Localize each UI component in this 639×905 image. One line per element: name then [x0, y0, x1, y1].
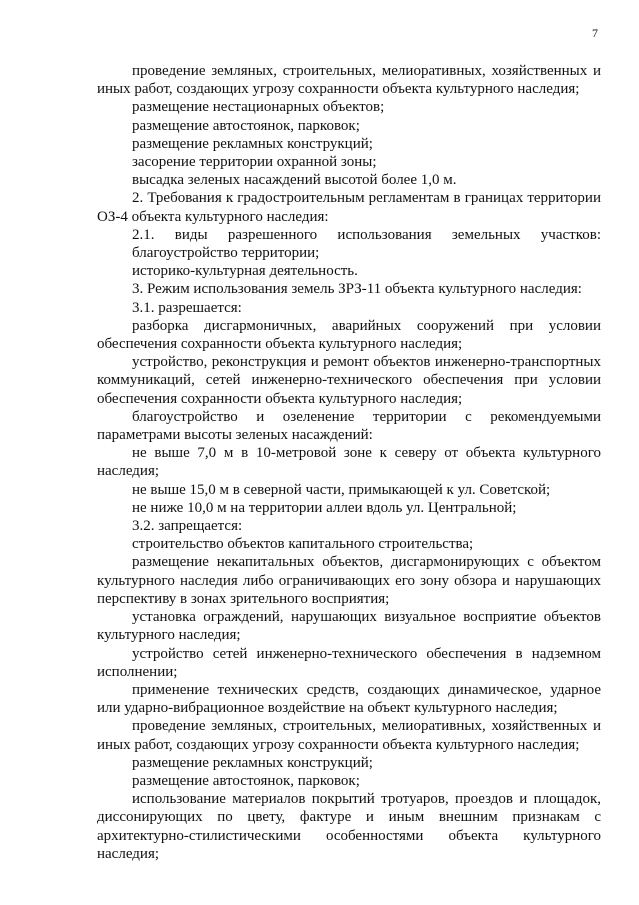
paragraph: размещение некапитальных объектов, дисгармонирующих с объектом культурного наследия либо ограничивающих его зону обзора и нарушающих перспективу в зонах зрительного восприятия;: [97, 554, 601, 607]
paragraph: применение технических средств, создающих динамическое, ударное или ударно-вибрационное воздействие на объект культурного наследия;: [97, 681, 601, 717]
paragraph: 2.1. виды разрешенного использования земельных участков:: [132, 226, 601, 243]
paragraph: разборка дисгармоничных, аварийных сооружений при условии обеспечения сохранности объекта культурного наследия;: [97, 317, 601, 353]
paragraph: благоустройство и озеленение территории с рекомендуемыми параметрами высоты зеленых насаждений:: [97, 408, 601, 444]
paragraph: размещение автостоянок, парковок;: [132, 117, 360, 134]
paragraph: устройство, реконструкция и ремонт объектов инженерно-транспортных коммуникаций, сетей инженерно-технического обеспечения при условии обеспечения сохранности объекта культурного наследия;: [97, 354, 601, 407]
paragraph: не ниже 10,0 м на территории аллеи вдоль ул. Центральной;: [132, 499, 517, 516]
paragraph: 3. Режим использования земель ЗРЗ-11 объекта культурного наследия:: [132, 281, 582, 298]
paragraph: 3.1. разрешается:: [132, 299, 242, 316]
paragraph: благоустройство территории;: [132, 245, 320, 262]
paragraph: не выше 15,0 м в северной части, примыкающей к ул. Советской;: [132, 481, 551, 498]
paragraph: историко-культурная деятельность.: [132, 263, 358, 280]
paragraph: проведение земляных, строительных, мелиоративных, хозяйственных и иных работ, создающих угрозу сохранности объекта культурного наследия;: [97, 63, 601, 98]
paragraph: использование материалов покрытий тротуаров, проездов и площадок, диссонирующих по цвету, фактуре и иным внешним признакам с архитектурно-стилистическими особенностями объекта культурного наследия;: [97, 791, 601, 862]
paragraph: 3.2. запрещается:: [132, 518, 243, 535]
paragraph: не выше 7,0 м в 10-метровой зоне к северу от объекта культурного наследия;: [97, 445, 601, 480]
paragraph: проведение земляных, строительных, мелиоративных, хозяйственных и иных работ, создающих угрозу сохранности объекта культурного наследия;: [97, 718, 601, 753]
paragraph: размещение нестационарных объектов;: [132, 99, 385, 116]
paragraph: размещение рекламных конструкций;: [132, 135, 373, 152]
paragraph: засорение территории охранной зоны;: [132, 154, 377, 171]
paragraph: 2. Требования к градостроительным регламентам в границах территории ОЗ-4 объекта культурного наследия:: [97, 190, 601, 225]
paragraph: установка ограждений, нарушающих визуальное восприятие объектов культурного наследия;: [97, 609, 601, 644]
paragraph: строительство объектов капитального строительства;: [132, 536, 474, 553]
page-number: 7: [592, 26, 598, 40]
paragraph: размещение автостоянок, парковок;: [132, 772, 360, 789]
document-body: [97, 62, 601, 863]
paragraph: высадка зеленых насаждений высотой более 1,0 м.: [132, 172, 457, 189]
paragraph: размещение рекламных конструкций;: [132, 754, 373, 771]
paragraph: устройство сетей инженерно-технического обеспечения в надземном исполнении;: [97, 645, 601, 680]
